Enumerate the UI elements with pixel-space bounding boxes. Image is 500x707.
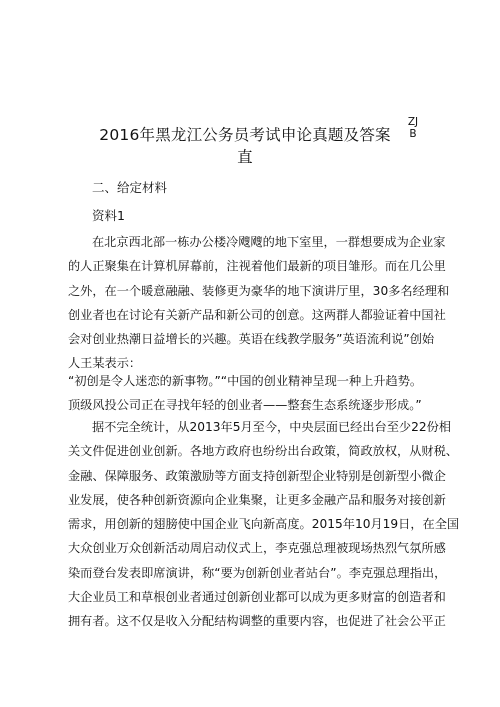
paragraph-line: 的人正聚集在计算机屏幕前，注视着他们最新的项目雏形。而在几公里 xyxy=(68,259,446,274)
paragraph-line: 需求，用创新的翅膀使中国企业飞向新高度。2015年10月19日，在全国 xyxy=(68,517,460,532)
section-heading: 二、给定材料 xyxy=(92,180,168,195)
paragraph-line: 在北京西北部一栋办公楼冷飕飕的地下室里，一群想要成为企业家 xyxy=(92,235,446,249)
paragraph-1 xyxy=(68,230,449,376)
paragraph-line: 顶级风投公司正在寻找年轻的创业者——整套生态系统逐步形成。” xyxy=(68,398,422,413)
document-title xyxy=(60,124,430,168)
paragraph-3 xyxy=(68,415,459,634)
stamp-line-1: ZJ xyxy=(407,116,419,128)
paragraph-line: 据不完全统计，从2013年5月至今，中央层面已经出台至少22份相 xyxy=(92,420,451,434)
paragraph-line: 关文件促进创业创新。各地方政府也纷纷出台政策，简政放权，从财税、 xyxy=(68,444,458,459)
paragraph-line: 大众创业万众创新活动周启动仪式上，李克强总理被现场热烈气氛所感 xyxy=(68,541,446,556)
paragraph-line: 业发展，使各种创新资源向企业集聚，让更多金融产品和服务对接创新 xyxy=(68,492,446,507)
paragraph-line: 创业者也在讨论有关新产品和新公司的创意。这两群人都验证着中国社 xyxy=(68,307,446,322)
title-line-2: 直 xyxy=(237,148,253,166)
paragraph-line: 人王某表示： xyxy=(68,356,142,371)
paragraph-line: 会对创业热潮日益增长的兴趣。英语在线教学服务”英语流利说”创始 xyxy=(68,332,435,347)
paragraph-line: 染而登台发表即席演讲，称“要为创新创业者站台”。李克强总理指出， xyxy=(68,565,447,580)
title-line-1: 2016年黑龙江公务员考试申论真题及答案 xyxy=(99,126,391,144)
paragraph-line: 大企业员工和草根创业者通过创新创业都可以成为更多财富的创造者和 xyxy=(68,590,446,605)
paragraph-line: 之外，在一个暖意融融、装修更为豪华的地下演讲厅里，30多名经理和 xyxy=(68,283,450,298)
stamp-line-2: B xyxy=(409,128,417,140)
paragraph-2 xyxy=(68,369,422,418)
paragraph-line: 拥有者。这不仅是收入分配结构调整的重要内容，也促进了社会公平正 xyxy=(68,614,446,629)
material-subheading: 资料1 xyxy=(92,208,125,223)
paragraph-line: 金融、保障服务、政策激励等方面支持创新型企业特别是创新型小微企 xyxy=(68,468,446,483)
paragraph-line: “初创是令人迷恋的新事物。”“中国的创业精神呈现一种上升趋势。 xyxy=(68,374,423,388)
watermark-stamp xyxy=(404,116,422,140)
